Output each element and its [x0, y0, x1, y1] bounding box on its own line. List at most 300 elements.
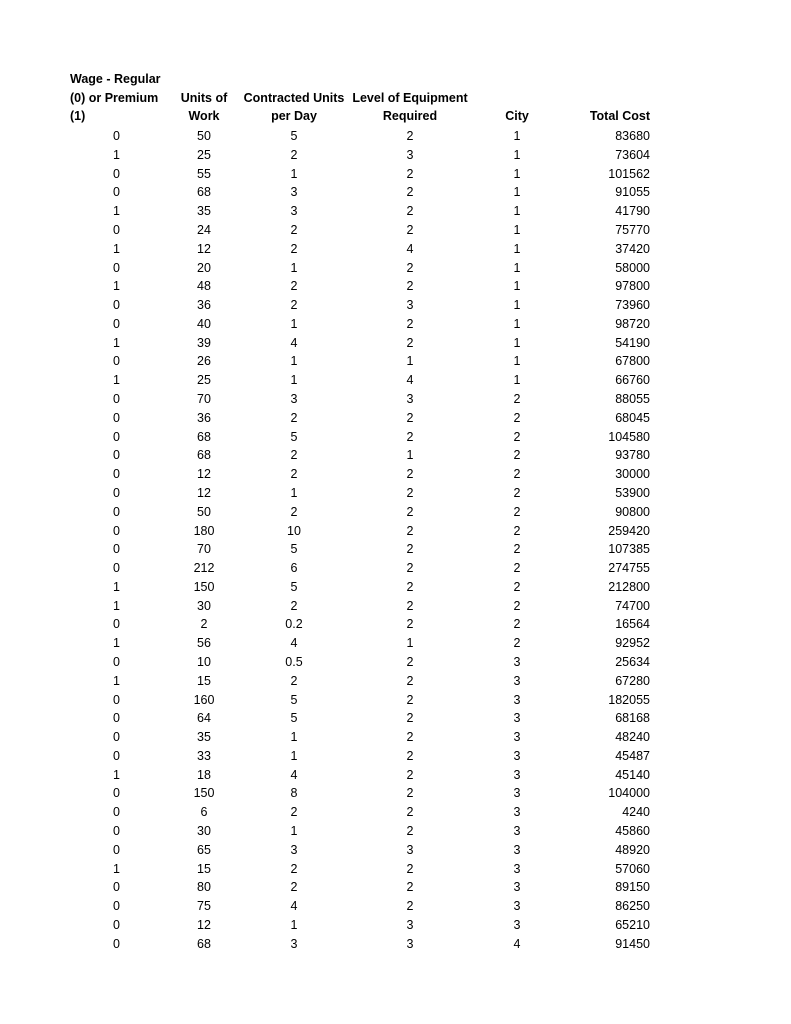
table-row	[65, 615, 650, 634]
cell-units-of-work[interactable]: 35	[197, 204, 211, 219]
cell-wage[interactable]: 0	[113, 223, 120, 238]
cell-contracted-units[interactable]: 2	[290, 467, 298, 482]
cell-units-of-work[interactable]: 30	[197, 824, 211, 839]
cell-units-of-work[interactable]: 48	[197, 279, 211, 294]
cell-equipment-level[interactable]: 2	[406, 223, 414, 238]
cell-wage[interactable]: 1	[113, 241, 120, 256]
cell-contracted-units[interactable]: 5	[290, 542, 298, 557]
cell-total-cost[interactable]: 212800	[608, 579, 650, 594]
cell-contracted-units[interactable]: 2	[290, 147, 298, 162]
cell-total-cost[interactable]: 25634	[615, 654, 650, 669]
cell-city[interactable]: 1	[513, 316, 521, 331]
cell-equipment-level[interactable]: 2	[406, 504, 414, 519]
table-row	[65, 935, 650, 954]
cell-total-cost[interactable]: 92952	[615, 636, 650, 651]
cell-contracted-units[interactable]: 1	[290, 485, 298, 500]
cell-units-of-work[interactable]: 30	[197, 598, 211, 613]
cell-total-cost[interactable]: 93780	[615, 448, 650, 463]
cell-equipment-level[interactable]: 2	[406, 748, 414, 763]
cell-units-of-work[interactable]: 68	[197, 448, 211, 463]
cell-contracted-units[interactable]: 2	[290, 279, 298, 294]
cell-wage[interactable]: 1	[113, 279, 120, 294]
table-row	[65, 202, 650, 221]
cell-total-cost[interactable]: 88055	[615, 392, 650, 407]
cell-total-cost[interactable]: 48920	[615, 842, 650, 857]
cell-total-cost[interactable]: 58000	[615, 260, 650, 275]
cell-total-cost[interactable]: 98720	[615, 316, 650, 331]
table-row	[65, 127, 650, 146]
cell-total-cost[interactable]: 104580	[608, 429, 650, 444]
cell-wage[interactable]: 0	[113, 429, 120, 444]
header-wage[interactable]: Wage - Regular (0) or Premium (1)	[70, 72, 161, 124]
cell-wage[interactable]: 0	[113, 824, 120, 839]
table-row	[65, 259, 650, 278]
cell-contracted-units[interactable]: 4	[290, 636, 298, 651]
cell-equipment-level[interactable]: 2	[406, 542, 414, 557]
cell-contracted-units[interactable]: 0.5	[285, 654, 303, 669]
cell-total-cost[interactable]: 107385	[608, 542, 650, 557]
cell-equipment-level[interactable]: 1	[406, 354, 414, 369]
cell-contracted-units[interactable]: 2	[290, 598, 298, 613]
cell-wage[interactable]: 0	[113, 654, 120, 669]
cell-total-cost[interactable]: 57060	[615, 861, 650, 876]
cell-city[interactable]: 1	[513, 241, 521, 256]
cell-total-cost[interactable]: 97800	[615, 279, 650, 294]
cell-units-of-work[interactable]: 65	[197, 842, 211, 857]
cell-contracted-units[interactable]: 8	[290, 786, 298, 801]
cell-city[interactable]: 2	[513, 429, 521, 444]
cell-units-of-work[interactable]: 10	[197, 654, 211, 669]
cell-total-cost[interactable]: 67280	[615, 673, 650, 688]
cell-wage[interactable]: 0	[113, 617, 120, 632]
cell-units-of-work[interactable]: 50	[197, 504, 211, 519]
cell-units-of-work[interactable]: 12	[197, 467, 211, 482]
cell-wage[interactable]: 0	[113, 166, 120, 181]
cell-equipment-level[interactable]: 2	[406, 692, 414, 707]
cell-wage[interactable]: 0	[113, 880, 120, 895]
cell-units-of-work[interactable]: 68	[197, 185, 211, 200]
cell-city[interactable]: 2	[513, 636, 521, 651]
cell-total-cost[interactable]: 54190	[615, 335, 650, 350]
cell-contracted-units[interactable]: 2	[290, 410, 298, 425]
cell-equipment-level[interactable]: 2	[406, 805, 414, 820]
cell-contracted-units[interactable]: 3	[290, 185, 298, 200]
cell-total-cost[interactable]: 30000	[615, 467, 650, 482]
cell-equipment-level[interactable]: 3	[406, 147, 414, 162]
table-row	[65, 653, 650, 672]
cell-city[interactable]: 1	[513, 298, 521, 313]
cell-equipment-level[interactable]: 2	[406, 485, 414, 500]
cell-units-of-work[interactable]: 80	[197, 880, 211, 895]
cell-total-cost[interactable]: 182055	[608, 692, 650, 707]
cell-contracted-units[interactable]: 1	[290, 373, 298, 388]
cell-city[interactable]: 2	[513, 392, 521, 407]
cell-units-of-work[interactable]: 12	[197, 241, 211, 256]
cell-contracted-units[interactable]: 3	[290, 936, 298, 951]
cell-city[interactable]: 2	[513, 579, 521, 594]
cell-wage[interactable]: 0	[113, 936, 120, 951]
cell-equipment-level[interactable]: 2	[406, 467, 414, 482]
cell-wage[interactable]: 1	[113, 373, 120, 388]
cell-equipment-level[interactable]: 2	[406, 410, 414, 425]
cell-equipment-level[interactable]: 2	[406, 579, 414, 594]
cell-total-cost[interactable]: 65210	[615, 917, 650, 932]
table-row	[65, 559, 650, 578]
cell-city[interactable]: 2	[513, 561, 521, 576]
table-row	[65, 597, 650, 616]
cell-contracted-units[interactable]: 4	[290, 767, 298, 782]
header-contracted-units[interactable]: Contracted Units per Day	[243, 90, 345, 124]
table-row	[65, 503, 650, 522]
cell-city[interactable]: 1	[513, 354, 521, 369]
cell-total-cost[interactable]: 274755	[608, 561, 650, 576]
cell-contracted-units[interactable]: 2	[290, 673, 298, 688]
cell-city[interactable]: 2	[513, 617, 521, 632]
cell-equipment-level[interactable]: 1	[406, 448, 414, 463]
cell-city[interactable]: 3	[513, 748, 521, 763]
cell-total-cost[interactable]: 74700	[615, 598, 650, 613]
cell-total-cost[interactable]: 41790	[615, 204, 650, 219]
cell-wage[interactable]: 1	[113, 579, 120, 594]
cell-city[interactable]: 2	[513, 448, 521, 463]
cell-total-cost[interactable]: 73960	[615, 298, 650, 313]
cell-units-of-work[interactable]: 12	[197, 485, 211, 500]
cell-city[interactable]: 3	[513, 730, 521, 745]
cell-contracted-units[interactable]: 2	[290, 880, 298, 895]
cell-city[interactable]: 3	[513, 767, 521, 782]
cell-city[interactable]: 2	[513, 410, 521, 425]
cell-contracted-units[interactable]: 2	[290, 448, 298, 463]
cell-wage[interactable]: 0	[113, 354, 120, 369]
table-row	[65, 672, 650, 691]
table-row	[65, 277, 650, 296]
header-total-cost[interactable]: Total Cost	[589, 109, 650, 124]
cell-equipment-level[interactable]: 4	[406, 241, 414, 256]
cell-equipment-level[interactable]: 2	[406, 598, 414, 613]
cell-city[interactable]: 3	[513, 805, 521, 820]
cell-total-cost[interactable]: 90800	[615, 504, 650, 519]
cell-equipment-level[interactable]: 2	[406, 335, 414, 350]
cell-total-cost[interactable]: 68168	[615, 711, 650, 726]
cell-equipment-level[interactable]: 3	[406, 917, 414, 932]
cell-equipment-level[interactable]: 2	[406, 730, 414, 745]
cell-city[interactable]: 1	[513, 129, 521, 144]
cell-city[interactable]: 2	[513, 467, 521, 482]
cell-equipment-level[interactable]: 2	[406, 166, 414, 181]
table-row	[65, 747, 650, 766]
cell-contracted-units[interactable]: 5	[290, 129, 298, 144]
table-row	[65, 822, 650, 841]
cell-total-cost[interactable]: 259420	[608, 523, 650, 538]
cell-city[interactable]: 1	[513, 279, 521, 294]
cell-equipment-level[interactable]: 3	[406, 392, 414, 407]
cell-contracted-units[interactable]: 2	[290, 861, 298, 876]
cell-contracted-units[interactable]: 3	[290, 392, 298, 407]
cell-units-of-work[interactable]: 15	[197, 861, 211, 876]
cell-city[interactable]: 1	[513, 185, 521, 200]
cell-total-cost[interactable]: 101562	[608, 166, 650, 181]
cell-equipment-level[interactable]: 2	[406, 260, 414, 275]
cell-units-of-work[interactable]: 68	[197, 429, 211, 444]
cell-contracted-units[interactable]: 2	[290, 223, 298, 238]
cell-city[interactable]: 1	[513, 223, 521, 238]
cell-contracted-units[interactable]: 1	[290, 917, 298, 932]
cell-wage[interactable]: 1	[113, 636, 120, 651]
cell-equipment-level[interactable]: 2	[406, 767, 414, 782]
cell-wage[interactable]: 1	[113, 861, 120, 876]
cell-units-of-work[interactable]: 212	[193, 561, 215, 576]
cell-wage[interactable]: 0	[113, 748, 120, 763]
cell-units-of-work[interactable]: 2	[200, 617, 208, 632]
cell-contracted-units[interactable]: 2	[290, 241, 298, 256]
cell-wage[interactable]: 0	[113, 917, 120, 932]
cell-equipment-level[interactable]: 2	[406, 561, 414, 576]
cell-city[interactable]: 2	[513, 598, 521, 613]
cell-equipment-level[interactable]: 2	[406, 523, 414, 538]
cell-wage[interactable]: 0	[113, 730, 120, 745]
table-row	[65, 334, 650, 353]
cell-equipment-level[interactable]: 3	[406, 842, 414, 857]
cell-wage[interactable]: 0	[113, 711, 120, 726]
cell-city[interactable]: 2	[513, 504, 521, 519]
cell-equipment-level[interactable]: 2	[406, 429, 414, 444]
cell-total-cost[interactable]: 48240	[615, 730, 650, 745]
cell-wage[interactable]: 0	[113, 842, 120, 857]
cell-units-of-work[interactable]: 180	[193, 523, 215, 538]
cell-equipment-level[interactable]: 2	[406, 617, 414, 632]
cell-total-cost[interactable]: 66760	[615, 373, 650, 388]
table-row	[65, 221, 650, 240]
cell-units-of-work[interactable]: 26	[197, 354, 211, 369]
cell-units-of-work[interactable]: 40	[197, 316, 211, 331]
cell-contracted-units[interactable]: 5	[290, 692, 298, 707]
cell-total-cost[interactable]: 4240	[622, 805, 650, 820]
cell-city[interactable]: 1	[513, 260, 521, 275]
cell-units-of-work[interactable]: 24	[197, 223, 211, 238]
cell-wage[interactable]: 1	[113, 673, 120, 688]
cell-city[interactable]: 2	[513, 485, 521, 500]
cell-wage[interactable]: 0	[113, 316, 120, 331]
cell-equipment-level[interactable]: 2	[406, 204, 414, 219]
cell-city[interactable]: 3	[513, 899, 521, 914]
cell-units-of-work[interactable]: 35	[197, 730, 211, 745]
cell-city[interactable]: 1	[513, 147, 521, 162]
cell-city[interactable]: 3	[513, 711, 521, 726]
cell-wage[interactable]: 0	[113, 260, 120, 275]
cell-wage[interactable]: 0	[113, 485, 120, 500]
cell-wage[interactable]: 0	[113, 523, 120, 538]
cell-wage[interactable]: 0	[113, 410, 120, 425]
table-row	[65, 165, 650, 184]
cell-equipment-level[interactable]: 3	[406, 936, 414, 951]
cell-wage[interactable]: 0	[113, 185, 120, 200]
cell-total-cost[interactable]: 89150	[615, 880, 650, 895]
cell-wage[interactable]: 0	[113, 298, 120, 313]
cell-contracted-units[interactable]: 10	[287, 523, 301, 538]
cell-wage[interactable]: 0	[113, 561, 120, 576]
cell-contracted-units[interactable]: 6	[290, 561, 298, 576]
table-row	[65, 352, 650, 371]
header-units-of-work[interactable]: Units of Work	[180, 90, 228, 124]
cell-units-of-work[interactable]: 25	[197, 373, 211, 388]
table-row	[65, 897, 650, 916]
cell-equipment-level[interactable]: 4	[406, 373, 414, 388]
cell-total-cost[interactable]: 45487	[615, 748, 650, 763]
cell-city[interactable]: 3	[513, 842, 521, 857]
cell-city[interactable]: 3	[513, 917, 521, 932]
cell-total-cost[interactable]: 91055	[615, 185, 650, 200]
cell-units-of-work[interactable]: 55	[197, 166, 211, 181]
cell-wage[interactable]: 1	[113, 147, 120, 162]
cell-city[interactable]: 3	[513, 824, 521, 839]
cell-equipment-level[interactable]: 2	[406, 654, 414, 669]
table-row	[65, 446, 650, 465]
cell-contracted-units[interactable]: 1	[290, 166, 298, 181]
cell-equipment-level[interactable]: 2	[406, 899, 414, 914]
cell-total-cost[interactable]: 104000	[608, 786, 650, 801]
cell-contracted-units[interactable]: 4	[290, 335, 298, 350]
cell-wage[interactable]: 1	[113, 204, 120, 219]
cell-city[interactable]: 1	[513, 335, 521, 350]
cell-equipment-level[interactable]: 3	[406, 298, 414, 313]
cell-units-of-work[interactable]: 39	[197, 335, 211, 350]
table-row	[65, 691, 650, 710]
cell-wage[interactable]: 0	[113, 504, 120, 519]
cell-units-of-work[interactable]: 56	[197, 636, 211, 651]
cell-city[interactable]: 1	[513, 204, 521, 219]
cell-wage[interactable]: 0	[113, 899, 120, 914]
header-city[interactable]: City	[505, 109, 529, 124]
cell-units-of-work[interactable]: 150	[193, 786, 215, 801]
cell-equipment-level[interactable]: 2	[406, 129, 414, 144]
cell-equipment-level[interactable]: 2	[406, 316, 414, 331]
cell-contracted-units[interactable]: 4	[290, 899, 298, 914]
header-row	[65, 70, 650, 127]
cell-city[interactable]: 2	[513, 523, 521, 538]
cell-total-cost[interactable]: 16564	[615, 617, 650, 632]
cell-total-cost[interactable]: 67800	[615, 354, 650, 369]
cell-total-cost[interactable]: 37420	[615, 241, 650, 256]
cell-contracted-units[interactable]: 5	[290, 711, 298, 726]
cell-total-cost[interactable]: 45860	[615, 824, 650, 839]
cell-units-of-work[interactable]: 6	[200, 805, 208, 820]
cell-units-of-work[interactable]: 70	[197, 542, 211, 557]
cell-wage[interactable]: 0	[113, 805, 120, 820]
cell-city[interactable]: 3	[513, 861, 521, 876]
table-row	[65, 766, 650, 785]
cell-city[interactable]: 3	[513, 673, 521, 688]
cell-units-of-work[interactable]: 68	[197, 936, 211, 951]
cell-units-of-work[interactable]: 15	[197, 673, 211, 688]
cell-wage[interactable]: 0	[113, 392, 120, 407]
cell-contracted-units[interactable]: 0.2	[285, 617, 303, 632]
cell-units-of-work[interactable]: 18	[197, 767, 211, 782]
cell-units-of-work[interactable]: 64	[197, 711, 211, 726]
cell-units-of-work[interactable]: 33	[197, 748, 211, 763]
table-row	[65, 878, 650, 897]
cell-city[interactable]: 3	[513, 692, 521, 707]
cell-units-of-work[interactable]: 25	[197, 147, 211, 162]
cell-wage[interactable]: 0	[113, 692, 120, 707]
table-row	[65, 784, 650, 803]
cell-units-of-work[interactable]: 75	[197, 899, 211, 914]
cell-units-of-work[interactable]: 20	[197, 260, 211, 275]
table-row	[65, 465, 650, 484]
cell-wage[interactable]: 0	[113, 129, 120, 144]
cell-equipment-level[interactable]: 2	[406, 185, 414, 200]
cell-city[interactable]: 3	[513, 786, 521, 801]
cell-units-of-work[interactable]: 36	[197, 410, 211, 425]
cell-contracted-units[interactable]: 5	[290, 579, 298, 594]
cell-equipment-level[interactable]: 2	[406, 279, 414, 294]
cell-wage[interactable]: 0	[113, 448, 120, 463]
cell-total-cost[interactable]: 45140	[615, 767, 650, 782]
cell-contracted-units[interactable]: 3	[290, 204, 298, 219]
cell-total-cost[interactable]: 86250	[615, 899, 650, 914]
cell-city[interactable]: 1	[513, 166, 521, 181]
cell-equipment-level[interactable]: 2	[406, 673, 414, 688]
cell-contracted-units[interactable]: 3	[290, 842, 298, 857]
cell-total-cost[interactable]: 91450	[615, 936, 650, 951]
cell-contracted-units[interactable]: 1	[290, 354, 298, 369]
cell-city[interactable]: 3	[513, 880, 521, 895]
cell-city[interactable]: 3	[513, 654, 521, 669]
cell-total-cost[interactable]: 83680	[615, 129, 650, 144]
cell-contracted-units[interactable]: 1	[290, 730, 298, 745]
cell-total-cost[interactable]: 73604	[615, 147, 650, 162]
cell-equipment-level[interactable]: 2	[406, 861, 414, 876]
cell-total-cost[interactable]: 53900	[615, 485, 650, 500]
table-row	[65, 315, 650, 334]
cell-units-of-work[interactable]: 150	[193, 579, 215, 594]
cell-units-of-work[interactable]: 160	[193, 692, 215, 707]
table-row	[65, 860, 650, 879]
cell-units-of-work[interactable]: 12	[197, 917, 211, 932]
cell-contracted-units[interactable]: 5	[290, 429, 298, 444]
cell-total-cost[interactable]: 68045	[615, 410, 650, 425]
header-equipment-level[interactable]: Level of Equipment Required	[352, 90, 468, 124]
cell-contracted-units[interactable]: 1	[290, 824, 298, 839]
cell-city[interactable]: 2	[513, 542, 521, 557]
cell-wage[interactable]: 1	[113, 335, 120, 350]
table-row	[65, 540, 650, 559]
cell-city[interactable]: 4	[513, 936, 521, 951]
cell-contracted-units[interactable]: 2	[290, 504, 298, 519]
cell-units-of-work[interactable]: 36	[197, 298, 211, 313]
cell-equipment-level[interactable]: 2	[406, 711, 414, 726]
cell-equipment-level[interactable]: 2	[406, 880, 414, 895]
cell-equipment-level[interactable]: 2	[406, 824, 414, 839]
cell-equipment-level[interactable]: 2	[406, 786, 414, 801]
cell-wage[interactable]: 0	[113, 542, 120, 557]
cell-total-cost[interactable]: 75770	[615, 223, 650, 238]
cell-contracted-units[interactable]: 2	[290, 805, 298, 820]
cell-wage[interactable]: 1	[113, 598, 120, 613]
cell-contracted-units[interactable]: 1	[290, 748, 298, 763]
cell-units-of-work[interactable]: 70	[197, 392, 211, 407]
table-row	[65, 803, 650, 822]
cell-city[interactable]: 1	[513, 373, 521, 388]
cell-wage[interactable]: 0	[113, 467, 120, 482]
cell-contracted-units[interactable]: 1	[290, 316, 298, 331]
table-row	[65, 916, 650, 935]
cell-contracted-units[interactable]: 2	[290, 298, 298, 313]
cell-wage[interactable]: 1	[113, 767, 120, 782]
cell-contracted-units[interactable]: 1	[290, 260, 298, 275]
cell-units-of-work[interactable]: 50	[197, 129, 211, 144]
cell-equipment-level[interactable]: 1	[406, 636, 414, 651]
cell-wage[interactable]: 0	[113, 786, 120, 801]
